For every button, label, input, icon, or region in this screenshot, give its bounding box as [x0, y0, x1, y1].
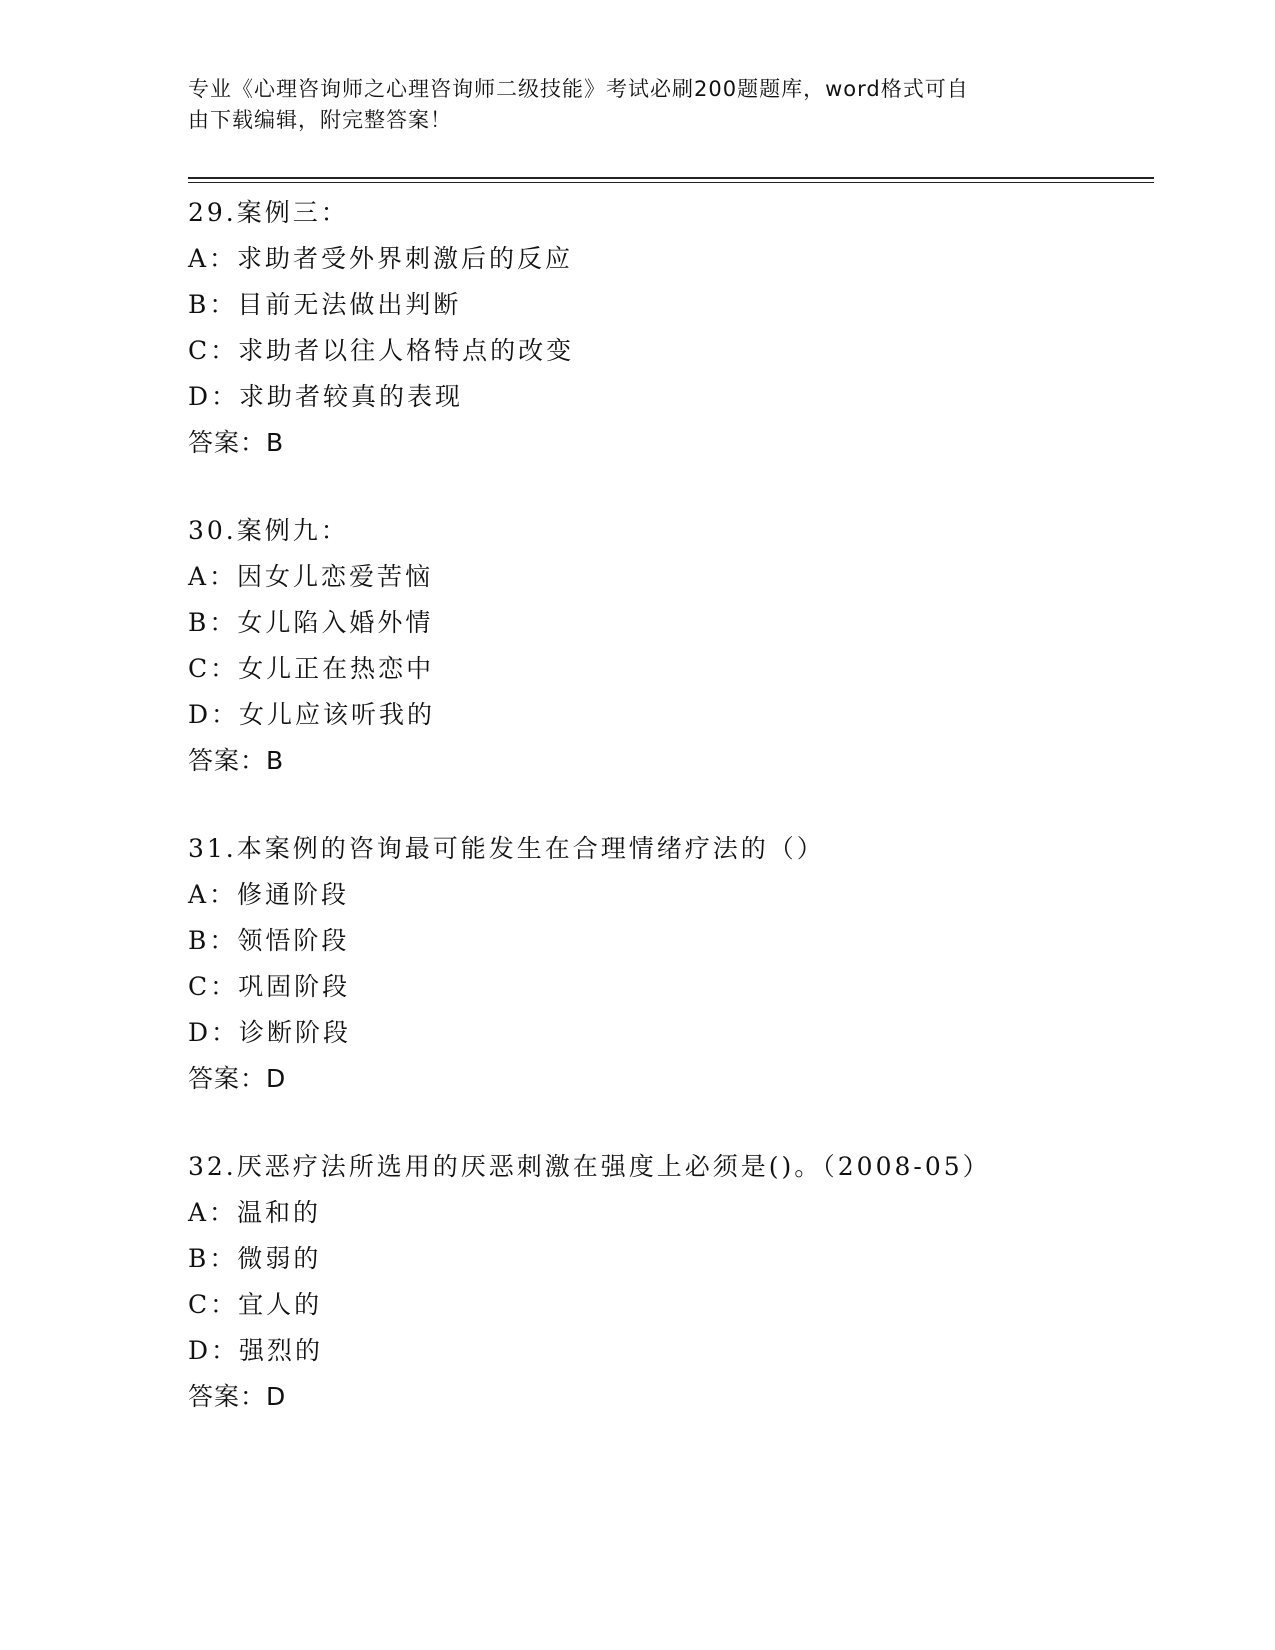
option-d: D：强烈的 [188, 1336, 324, 1365]
header-line-1: 专业《心理咨询师之心理咨询师二级技能》考试必刷200题题库，word格式可自 [188, 77, 969, 101]
option-c: C：求助者以往人格特点的改变 [188, 336, 575, 365]
option-c: C：宜人的 [188, 1290, 323, 1319]
option-a: A：求助者受外界刺激后的反应 [188, 244, 574, 273]
option-a: A：因女儿恋爱苦恼 [188, 562, 434, 591]
option-c: C：女儿正在热恋中 [188, 654, 435, 683]
document-header [188, 74, 1088, 136]
option-a: A：温和的 [188, 1198, 322, 1227]
question-stem: 29.案例三： [188, 198, 349, 227]
question-stem: 30.案例九： [188, 516, 349, 545]
answer: 答案：B [188, 746, 285, 775]
option-d: D：求助者较真的表现 [188, 382, 464, 411]
option-b: B：女儿陷入婚外情 [188, 608, 434, 637]
question-32 [188, 1144, 1148, 1420]
question-list [188, 190, 1148, 1462]
question-stem: 31.本案例的咨询最可能发生在合理情绪疗法的（） [188, 834, 825, 863]
header-divider-thick [188, 177, 1154, 179]
question-29 [188, 190, 1148, 466]
option-b: B：领悟阶段 [188, 926, 350, 955]
question-30 [188, 508, 1148, 784]
header-divider-thin [188, 182, 1154, 183]
answer: 答案：D [188, 1064, 287, 1093]
option-b: B：目前无法做出判断 [188, 290, 462, 319]
option-a: A：修通阶段 [188, 880, 350, 909]
header-line-2: 由下载编辑，附完整答案！ [188, 108, 452, 132]
option-d: D：女儿应该听我的 [188, 700, 436, 729]
answer: 答案：B [188, 428, 285, 457]
answer: 答案：D [188, 1382, 287, 1411]
option-c: C：巩固阶段 [188, 972, 351, 1001]
question-stem: 32.厌恶疗法所选用的厌恶刺激在强度上必须是()。（2008-05） [188, 1152, 991, 1181]
option-b: B：微弱的 [188, 1244, 322, 1273]
option-d: D：诊断阶段 [188, 1018, 352, 1047]
question-31 [188, 826, 1148, 1102]
